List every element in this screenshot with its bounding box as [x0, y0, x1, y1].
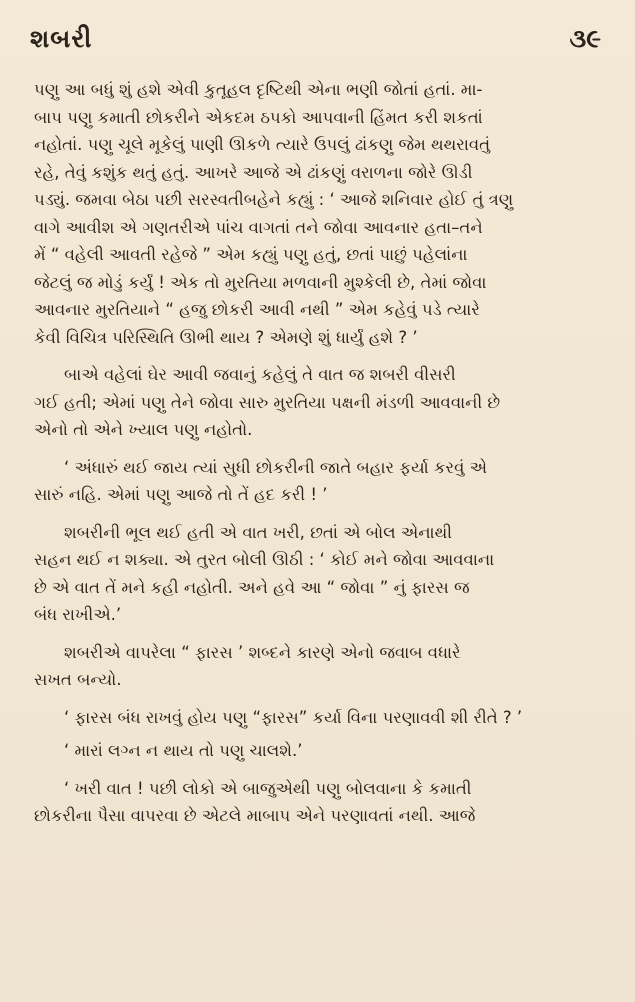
text-line: જેટલું જ મોડું કર્યું ! એક તો મુરતિયા મળવાની મુશ્કેલી છે, તેમાં જોવા	[34, 272, 487, 292]
paragraph-1	[34, 76, 604, 351]
text-line: પડ્યું. જમવા બેઠા પછી સરસ્વતીબહેને કહ્યું : ‘ આજે શનિવાર હોઈ તું ત્રણુ	[34, 190, 514, 209]
text-line: છે એ વાત તેં મને કહી નહોતી. અને હવે આ “ જોવા ” નું ફારસ જ	[34, 577, 470, 597]
paragraph-5	[34, 639, 604, 694]
paragraph-6	[34, 704, 604, 732]
paragraph-8	[34, 775, 604, 830]
text-line: બાપ પણુ કમાતી છોકરીને એકદમ ઠપકો આપવાની હિંમત કરી શકતાં	[34, 107, 483, 127]
text-line: સહન થઈ ન શક્યા. એ તુરત બોલી ઊઠી : ‘ કોઈ મને જોવા આવવાના	[34, 550, 495, 569]
paragraph-3	[34, 454, 604, 509]
text-line: આવનાર મુરતિયાને “ હજુ છોકરી આવી નથી ” એમ કહેવું પડે ત્યારે	[34, 300, 480, 319]
running-head	[30, 24, 601, 58]
paragraph-4	[34, 519, 604, 629]
text-line: ‘ અંધારું થઈ જાય ત્યાં સુધી છોકરીની જાતે બહાર ફર્યા કરવું એ	[64, 457, 488, 477]
text-line: ‘ ખરી વાત ! પછી લોકો એ બાજુએથી પણુ બોલવાના કે કમાતી	[64, 778, 472, 798]
text-line: શબરીએ વાપરેલા “ ફારસ ’ શબ્દને કારણે એનો જવાબ વધારે	[64, 642, 461, 662]
text-line: બાએ વહેલાં ઘેર આવી જવાનું કહેલું તે વાત જ શબરી વીસરી	[64, 365, 456, 384]
page-number: ૩૯	[569, 24, 601, 53]
text-line: વાગે આવીશ એ ગણતરીએ પાંચ વાગતાં તને જોવા આવનાર હતા–તને	[34, 217, 483, 237]
text-line: શબરીની ભૂલ થઈ હતી એ વાત ખરી, છતાં એ બોલ એનાથી	[64, 522, 452, 542]
text-line: કેવી વિચિત્ર પરિસ્થિતિ ઊભી થાય ? એમણે શું ધાર્યું હશે ? ’	[34, 327, 418, 347]
text-line: સારું નહિ. એમાં પણુ આજે તો તેં હદ કરી ! ’	[34, 485, 328, 504]
text-line: એનો તો એને ખ્યાલ પણુ નહોતો.	[34, 420, 253, 439]
text-line: છોકરીના પૈસા વાપરવા છે એટલે માબાપ એને પરણાવતાં નથી. આજે	[34, 806, 476, 825]
text-line: પણુ આ બધું શું હશે એવી કુતૂહલ દૃષ્ટિથી એના ભણી જોતાં હતાં. મા-	[34, 80, 483, 99]
text-line: નહોતાં. પણુ ચૂલે મૂકેલું પાણી ઊકળે ત્યારે ઉપલું ઢાંકણુ જેમ થથરાવતું	[34, 135, 491, 154]
text-line: ‘ ફારસ બંધ રાખવું હોય પણુ “ફારસ” કર્યા વિના પરણાવવી શી રીતે ? ’	[64, 707, 523, 727]
text-line: સખત બન્યો.	[34, 670, 122, 689]
text-line: રહે, તેવું કશુંક થતું હતું. આખરે આજે એ ઢાંકણું વરાળના જોરે ઊડી	[34, 162, 473, 182]
paragraph-2	[34, 361, 604, 444]
text-line: ગઈ હતી; એમાં પણુ તેને જોવા સારુ મુરતિયા પક્ષની મંડળી આવવાની છે	[34, 392, 501, 412]
running-head-title: શબરી	[30, 24, 93, 53]
text-line: બંધ રાખીએ.’	[34, 605, 122, 624]
text-line: મેં “ વહેલી આવતી રહેજે ” એમ કહ્યું પણુ હતું, છતાં પાછું પહેલાંના	[34, 245, 468, 264]
paragraph-7	[34, 737, 604, 765]
text-line: ‘ મારાં લગ્ન ન થાય તો પણુ ચાલશે.’	[64, 741, 303, 760]
body-text	[34, 76, 604, 836]
